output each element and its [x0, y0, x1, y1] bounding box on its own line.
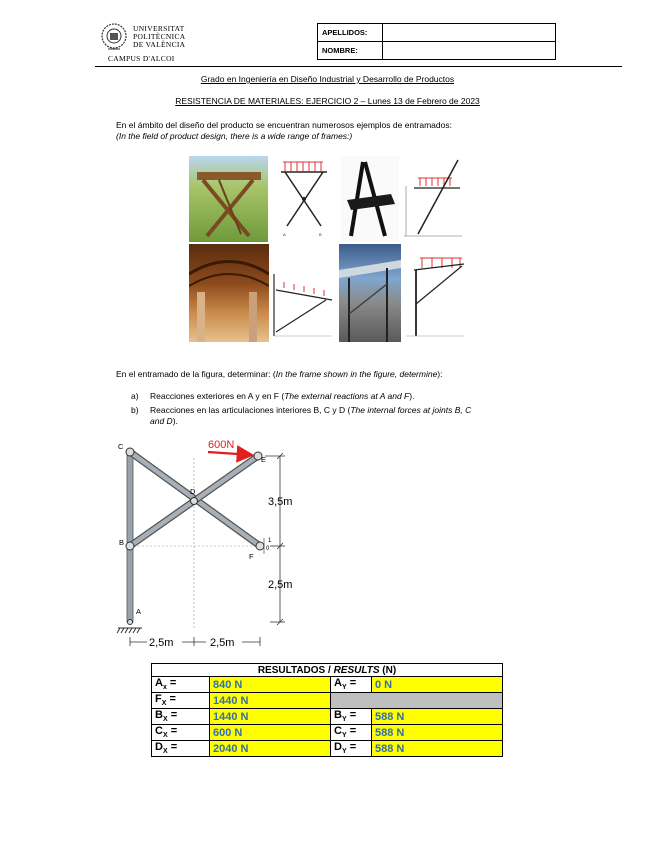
result-label: $D_X$ = [152, 741, 210, 757]
campus-name: CAMPUS D'ALCOI [108, 54, 175, 63]
surname-field[interactable] [383, 24, 556, 42]
intro-english: (In the field of product design, there is a wide range of frames:) [116, 131, 353, 141]
university-logo [100, 22, 200, 64]
folding-chair-icon [341, 156, 399, 242]
node-label-d: D [190, 487, 196, 496]
joint-f [256, 542, 264, 550]
svg-text:A: A [283, 232, 286, 237]
result-label: $B_X$ = [152, 709, 210, 725]
student-id-table [317, 23, 556, 60]
diagram-pergola [270, 244, 335, 342]
item-spanish: Reacciones en las articulaciones interiores B, C y D ( [150, 405, 351, 415]
name-label: NOMBRE: [318, 42, 383, 60]
result-label: $F_X$ = [152, 693, 210, 709]
chair-frame-diagram-icon [400, 156, 466, 242]
frame-figure [110, 434, 320, 654]
result-label: $A_x$ = [152, 677, 210, 693]
node-label-e: E [261, 455, 267, 464]
result-value: 588 N [372, 709, 503, 725]
task-item-a [131, 391, 414, 401]
result-label: $D_Y$ = [331, 741, 372, 757]
node-label-a: A [136, 607, 142, 616]
results-row [152, 741, 503, 757]
photo-bus-shelter [339, 244, 401, 342]
photo-pergola [189, 244, 269, 342]
result-empty-cell [331, 693, 503, 709]
intro-spanish: En el ámbito del diseño del producto se encuentran numerosos ejemplos de entramados: [116, 120, 452, 130]
result-value: 0 N [372, 677, 503, 693]
degree-title: Grado en Ingeniería en Diseño Industrial y Desarrollo de Productos [200, 74, 455, 84]
university-crest-icon [100, 22, 128, 54]
result-label: $C_Y$ = [331, 725, 372, 741]
result-label: $A_Y$ = [331, 677, 372, 693]
pergola-frame-diagram-icon [270, 244, 335, 342]
diagram-folding-table [269, 156, 339, 242]
header-divider [95, 66, 622, 67]
svg-text:B: B [319, 232, 322, 237]
joint-a [128, 620, 133, 625]
task-spanish: En el entramado de la figura, determinar: ( [116, 369, 276, 379]
result-label: $C_X$ = [152, 725, 210, 741]
task-english: In the frame shown in the figure, determine [275, 369, 438, 379]
joint-b [126, 542, 134, 550]
result-value: 588 N [372, 725, 503, 741]
joint-c [126, 448, 134, 456]
result-value: 840 N [210, 677, 331, 693]
fixed-support-icon [117, 628, 142, 633]
dimension-top: 3,5m [268, 496, 293, 508]
results-row [152, 725, 503, 741]
result-value: 2040 N [210, 741, 331, 757]
item-close: ). [409, 391, 415, 401]
joint-d [191, 498, 198, 505]
task-close: ): [437, 369, 443, 379]
shelter-frame-diagram-icon [402, 244, 466, 342]
results-row [152, 693, 503, 709]
result-value: 600 N [210, 725, 331, 741]
name-field[interactable] [383, 42, 556, 60]
dimension-left: 2,5m [149, 637, 174, 649]
slope-label-0: 0 [266, 546, 270, 552]
results-row [152, 677, 503, 693]
slope-label-1: 1 [268, 538, 272, 544]
result-label: $B_Y$ = [331, 709, 372, 725]
university-name-line: POLITÈCNICA [133, 32, 186, 41]
results-row [152, 709, 503, 725]
item-marker: b) [131, 405, 139, 415]
member-column-ca [127, 452, 133, 622]
item-marker: a) [131, 391, 139, 401]
bus-shelter-icon [339, 244, 401, 342]
dimension-bottom: 2,5m [268, 579, 293, 591]
surname-label: APELLIDOS: [318, 24, 383, 42]
item-english: The internal forces at joints B, C [350, 405, 472, 415]
item-spanish: Reacciones exteriores en A y en F ( [150, 391, 285, 401]
university-name-line: UNIVERSITAT [133, 24, 185, 33]
folding-table-icon [189, 156, 268, 242]
photo-folding-table [189, 156, 268, 242]
item-close: ). [172, 416, 178, 426]
task-item-b-continued [150, 416, 178, 426]
exam-title: RESISTENCIA DE MATERIALES: EJERCICIO 2 – Lunes 13 de Febrero de 2023 [175, 96, 480, 106]
item-english-continued: and D [150, 416, 173, 426]
node-label-f: F [249, 552, 254, 561]
results-title: RESULTADOS / RESULTS (N) [152, 664, 503, 677]
task-item-b [131, 405, 471, 415]
diagram-bus-shelter [402, 244, 466, 342]
university-name-line: DE VALÈNCIA [133, 40, 186, 49]
node-label-c: C [118, 442, 124, 451]
dimension-right: 2,5m [210, 637, 235, 649]
diagram-folding-chair [400, 156, 466, 242]
results-table [151, 663, 503, 757]
result-value: 588 N [372, 741, 503, 757]
table-frame-diagram-icon [269, 156, 339, 242]
result-value: 1440 N [210, 709, 331, 725]
item-english: The external reactions at A and F [284, 391, 410, 401]
task-statement [116, 369, 443, 379]
pergola-icon [189, 244, 269, 342]
force-arrow [208, 452, 252, 455]
photo-folding-chair [341, 156, 399, 242]
node-label-b: B [119, 538, 125, 547]
force-label: 600N [208, 439, 235, 451]
result-value: 1440 N [210, 693, 331, 709]
